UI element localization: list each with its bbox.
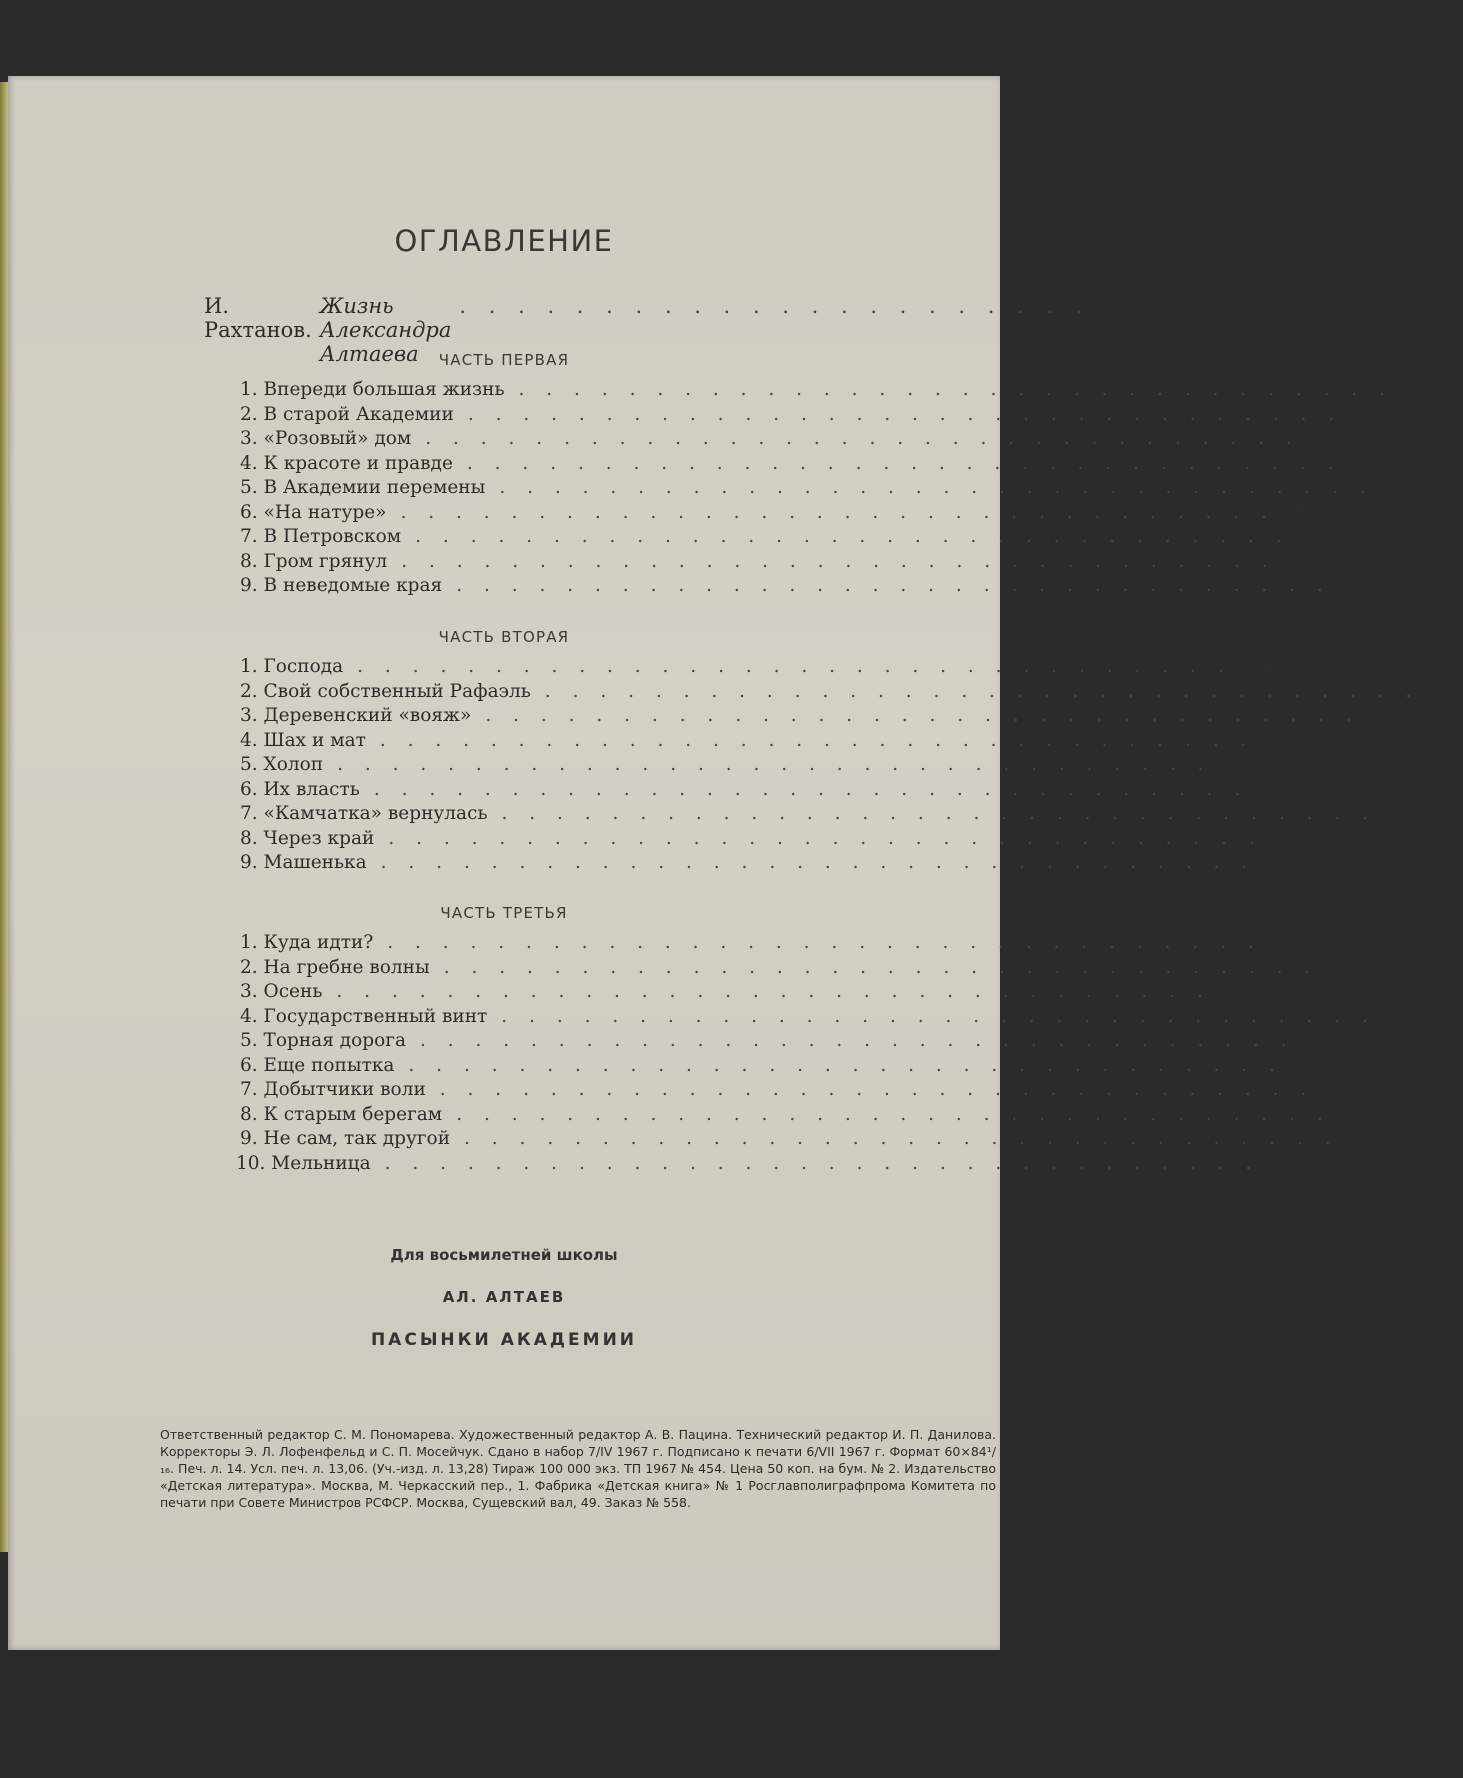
chapter-label: 7. В Петровском — [240, 526, 402, 547]
chapter-page: 167 — [1384, 1005, 1420, 1027]
leader-dots: . . . . . . . . . . . . . . . . . . . . . . . . . . . . . . . . — [408, 1054, 1283, 1076]
toc-row — [240, 705, 1404, 730]
leader-dots: . . . . . . . . . . . . . . . . . . . . . . . . . . . . . . . . — [544, 680, 1420, 702]
toc-row — [240, 656, 1276, 681]
chapter-page: 175 — [1303, 1030, 1339, 1051]
imprint-book-title: ПАСЫНКИ АКАДЕМИИ — [370, 1330, 638, 1350]
leader-dots: . . . . . . . . . . . . . . . . . . . . . . . . . . . . . . . . — [466, 452, 1342, 474]
leader-dots: . . . . . . . . . . . . . . . . . . . . . . . . . . . . . . . . — [518, 379, 1394, 400]
leader-dots: . . . . . . . . . . . . . . . . . . . . . . — [459, 294, 1091, 318]
part-heading: ЧАСТЬ ВТОРАЯ — [438, 628, 570, 646]
toc-row — [240, 1128, 1383, 1153]
chapter-label: 4. Шах и мат — [240, 729, 366, 751]
chapter-label: 6. Еще попытка — [240, 1054, 395, 1076]
chapter-page: 9 — [1425, 379, 1438, 400]
chapter-label: 8. Через край — [240, 827, 375, 849]
toc-row — [240, 680, 1463, 706]
leader-dots: . . . . . . . . . . . . . . . . . . . . . . . . . . . . . . . . — [373, 778, 1249, 800]
leader-dots: . . . . . . . . . . . . . . . . . . . . . . . . . . . . . . . . — [337, 754, 1212, 775]
chapter-label: 2. Свой собственный Рафаэль — [240, 680, 531, 702]
toc-row — [240, 379, 1438, 404]
toc-part-3 — [236, 932, 1420, 1177]
leader-dots: . . . . . . . . . . . . . . . . . . . . . . . . . . . . . . . . — [425, 428, 1300, 449]
chapter-page: 217 — [1267, 1152, 1304, 1174]
chapter-label: 1. Куда идти? — [240, 932, 374, 953]
chapter-page: 95 — [1439, 680, 1463, 702]
toc-row — [240, 1054, 1327, 1080]
chapter-page: 58 — [1310, 526, 1334, 547]
leader-dots: . . . . . . . . . . . . . . . . . . . . . . . . . . . . . . . . — [384, 1152, 1260, 1174]
leader-dots: . . . . . . . . . . . . . . . . . . . . . . . . . . . . . . . . — [400, 501, 1275, 523]
toc-row — [240, 428, 1344, 453]
chapter-page: 137 — [1271, 827, 1307, 849]
intro-page: 3 — [1098, 294, 1112, 318]
toc-row — [240, 956, 1363, 982]
chapter-page: 149 — [1270, 932, 1306, 953]
chapter-page: 41 — [1394, 477, 1418, 498]
background-shadow — [0, 1650, 1000, 1778]
toc-row — [240, 729, 1299, 755]
chapter-label: 6. «На натуре» — [240, 501, 387, 523]
leader-dots: . . . . . . . . . . . . . . . . . . . . . . . . . . . . . . . . — [456, 1103, 1331, 1125]
toc-row — [240, 778, 1293, 804]
chapter-label: 8. К старым берегам — [240, 1103, 443, 1125]
chapter-label: 9. Машенька — [240, 852, 367, 873]
leader-dots: . . . . . . . . . . . . . . . . . . . . . . . . . . . . . . . . — [379, 729, 1255, 751]
chapter-label: 3. «Розовый» дом — [240, 428, 412, 449]
chapter-page: 203 — [1339, 1103, 1375, 1125]
chapter-label: 9. В неведомые края — [240, 575, 443, 596]
chapter-label: 10. Мельница — [236, 1152, 371, 1174]
toc-row — [240, 1005, 1420, 1031]
chapter-label: 3. Деревенский «вояж» — [240, 705, 472, 726]
chapter-page: 103 — [1368, 705, 1404, 726]
chapter-page: 67 — [1296, 550, 1320, 572]
toc-row — [240, 932, 1306, 957]
leader-dots: . . . . . . . . . . . . . . . . . . . . . . . . . . . . . . . . — [357, 656, 1232, 677]
toc-row — [236, 1152, 1304, 1178]
part-heading: ЧАСТЬ ТРЕТЬЯ — [440, 904, 568, 922]
chapter-page: 155 — [1326, 956, 1363, 978]
toc-row — [240, 575, 1375, 600]
chapter-label: 7. Добытчики воли — [240, 1079, 426, 1100]
imprint-author: АЛ. АЛТАЕВ — [442, 1288, 566, 1306]
chapter-page: 19 — [1320, 428, 1344, 449]
chapter-label: 1. Господа — [240, 656, 344, 677]
part-heading: ЧАСТЬ ПЕРВАЯ — [438, 351, 570, 369]
toc-row — [240, 1079, 1359, 1104]
chapter-page: 76 — [1351, 575, 1375, 596]
chapter-page: 50 — [1295, 501, 1319, 523]
toc-part-1 — [240, 379, 1438, 600]
chapter-label: 9. Не сам, так другой — [240, 1128, 451, 1149]
chapter-page: 143 — [1263, 852, 1300, 873]
chapter-page: 194 — [1322, 1079, 1359, 1100]
leader-dots: . . . . . . . . . . . . . . . . . . . . . . . . . . . . . . . . — [336, 981, 1211, 1002]
chapter-page: 209 — [1347, 1128, 1383, 1149]
toc-row — [240, 452, 1386, 478]
chapter-label: 1. Впереди большая жизнь — [240, 379, 505, 400]
leader-dots: . . . . . . . . . . . . . . . . . . . . . . . . . . . . . . . . — [443, 956, 1319, 978]
intro-author: И. Рахтанов. — [204, 294, 312, 342]
chapter-page: 121 — [1257, 778, 1293, 800]
chapter-page: 84 — [1252, 656, 1276, 677]
toc-row — [240, 477, 1418, 502]
leader-dots: . . . . . . . . . . . . . . . . . . . . . . . . . . . . . . . . — [501, 803, 1376, 824]
leader-dots: . . . . . . . . . . . . . . . . . . . . . . . . . . . . . . . . — [499, 477, 1374, 498]
chapter-page: 184 — [1291, 1054, 1327, 1076]
leader-dots: . . . . . . . . . . . . . . . . . . . . . . . . . . . . . . . . — [439, 1079, 1315, 1100]
leader-dots: . . . . . . . . . . . . . . . . . . . . . . . . . . . . . . . . — [387, 932, 1262, 953]
leader-dots: . . . . . . . . . . . . . . . . . . . . . . . . . . . . . . . . — [485, 705, 1360, 726]
leader-dots: . . . . . . . . . . . . . . . . . . . . . . . . . . . . . . . . — [420, 1030, 1295, 1051]
audience-line: Для восьмилетней школы — [390, 1246, 618, 1264]
leader-dots: . . . . . . . . . . . . . . . . . . . . . . . . . . . . . . . . — [415, 526, 1290, 547]
chapter-page: 13 — [1362, 403, 1387, 425]
chapter-page: 110 — [1263, 729, 1299, 751]
chapter-label: 4. Государственный винт — [240, 1005, 488, 1027]
chapter-page: 162 — [1219, 981, 1255, 1002]
book-page — [8, 76, 1463, 1650]
chapter-label: 5. В Академии перемены — [240, 477, 486, 498]
leader-dots: . . . . . . . . . . . . . . . . . . . . . . . . . . . . . . . . — [501, 1005, 1376, 1027]
chapter-page: 116 — [1220, 754, 1256, 775]
intro-work: Жизнь Александра Алтаева — [319, 294, 452, 366]
leader-dots: . . . . . . . . . . . . . . . . . . . . . . . . . . . . . . . . — [467, 403, 1343, 425]
toc-row — [240, 803, 1420, 828]
chapter-label: 6. Их власть — [240, 778, 360, 800]
chapter-label: 2. В старой Академии — [240, 403, 454, 425]
leader-dots: . . . . . . . . . . . . . . . . . . . . . . . . . . . . . . . . — [401, 550, 1276, 572]
toc-row — [240, 827, 1307, 853]
chapter-page: 31 — [1361, 452, 1386, 474]
page-title: ОГЛАВЛЕНИЕ — [394, 224, 614, 258]
toc-row — [240, 501, 1319, 527]
chapter-label: 3. Осень — [240, 981, 323, 1002]
toc-row — [240, 403, 1387, 429]
chapter-label: 7. «Камчатка» вернулась — [240, 803, 488, 824]
leader-dots: . . . . . . . . . . . . . . . . . . . . . . . . . . . . . . . . — [464, 1128, 1339, 1149]
chapter-page: 132 — [1384, 803, 1420, 824]
toc-row — [240, 852, 1300, 877]
chapter-label: 5. Торная дорога — [240, 1030, 406, 1051]
leader-dots: . . . . . . . . . . . . . . . . . . . . . . . . . . . . . . . . — [456, 575, 1331, 596]
toc-row — [240, 526, 1334, 551]
colophon-text: Ответственный редактор С. М. Пономарева. Художественный редактор А. В. Пацина. Технический редактор И. П. Данилова. Корректоры Э. Л. Лофенфельд и С. П. Мосейчук. Сдано в набор 7/IV 1967 г. Подписано к печати 6/VII 1967 г. Формат 60×84¹/₁₆. Печ. л. 14. Усл. печ. л. 13,06. (Уч.-изд. л. 13,28) Тираж 100 000 экз. ТП 1967 № 454. Цена 50 коп. на бум. № 2. Издательство «Детская литература». Москва, М. Черкасский пер., 1. Фабрика «Детская книга» № 1 Росглавполиграфпрома Комитета по печати при Совете Министров РСФСР. Москва, Сущевский вал, 49. Заказ № 558. — [160, 1427, 996, 1510]
toc-row — [240, 754, 1256, 779]
toc-part-2 — [240, 656, 1463, 877]
chapter-label: 5. Холоп — [240, 754, 324, 775]
toc-row — [240, 1030, 1339, 1055]
chapter-label: 8. Гром грянул — [240, 550, 388, 572]
leader-dots: . . . . . . . . . . . . . . . . . . . . . . . . . . . . . . . . — [380, 852, 1256, 873]
toc-row — [240, 1103, 1375, 1129]
toc-row — [240, 550, 1320, 576]
leader-dots: . . . . . . . . . . . . . . . . . . . . . . . . . . . . . . . . — [388, 827, 1263, 849]
chapter-label: 2. На гребне волны — [240, 956, 430, 978]
chapter-label: 4. К красоте и правде — [240, 452, 453, 474]
toc-row — [240, 981, 1255, 1006]
